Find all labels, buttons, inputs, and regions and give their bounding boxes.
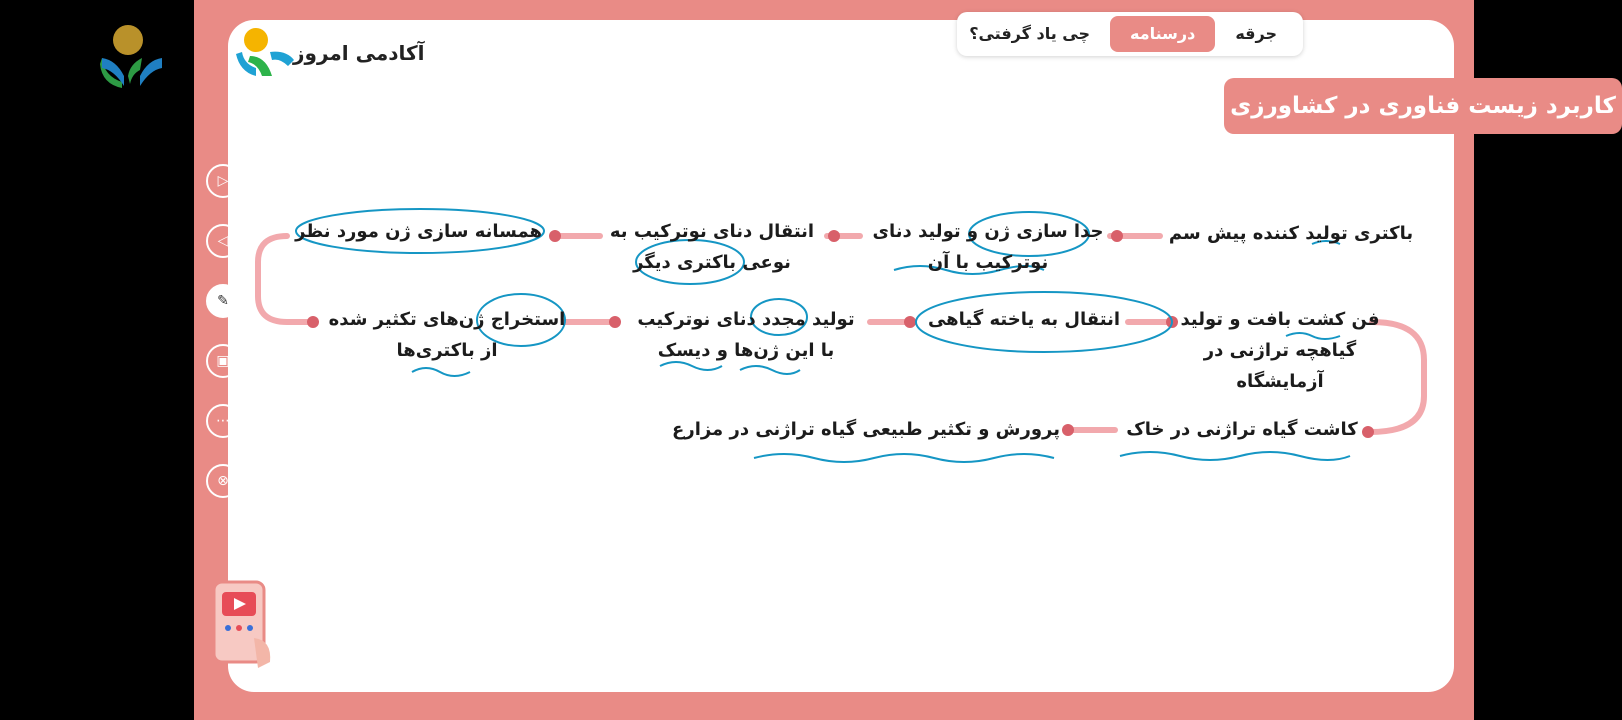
corner-logo (100, 24, 166, 94)
lesson-tabs (957, 12, 1303, 56)
pen-icon[interactable]: ✎ (206, 284, 240, 318)
presentation-icon[interactable]: ▣ (206, 344, 240, 378)
flow-step-2: جدا سازی ژن و تولید دنای نوترکیب با آن (872, 221, 1104, 273)
flow-step-4: همسانه سازی ژن مورد نظر (295, 221, 542, 242)
tab-spark[interactable]: جرقه (1235, 24, 1277, 43)
back-icon[interactable]: ◁ (206, 224, 240, 258)
flow-step-5: استخراج ژن‌های تکثیر شده از باکتری‌ها (328, 309, 566, 361)
play-icon[interactable]: ▷ (206, 164, 240, 198)
tab-lesson[interactable]: درسنامه (1110, 16, 1215, 52)
flow-step-3: انتقال دنای نوترکیب به نوعی باکتری دیگر (609, 221, 815, 273)
brand-name: آکادمی امروز (293, 41, 425, 65)
video-phone-icon[interactable] (210, 578, 276, 674)
flow-step-8: فن کشت بافت و تولید گیاهچه تراژنی در آزمایشگاه (1180, 309, 1380, 392)
flow-step-1: باکتری تولید کننده پیش سم (1168, 223, 1414, 244)
more-icon[interactable]: ⋯ (206, 404, 240, 438)
exit-icon[interactable]: ⊗ (206, 464, 240, 498)
flow-step-9: کاشت گیاه تراژنی در خاک (1126, 419, 1358, 440)
flow-step-7: انتقال به یاخته گیاهی (927, 309, 1121, 330)
lesson-title: کاربرد زیست فناوری در کشاورزی (1224, 78, 1622, 134)
flow-step-6: تولید مجدد دنای نوترکیب با این ژن‌ها و دیسک (637, 309, 855, 361)
tab-review[interactable]: چی یاد گرفتی؟ (969, 24, 1091, 43)
flow-step-10: پرورش و تکثیر طبیعی گیاه تراژنی در مزارع (672, 419, 1060, 440)
